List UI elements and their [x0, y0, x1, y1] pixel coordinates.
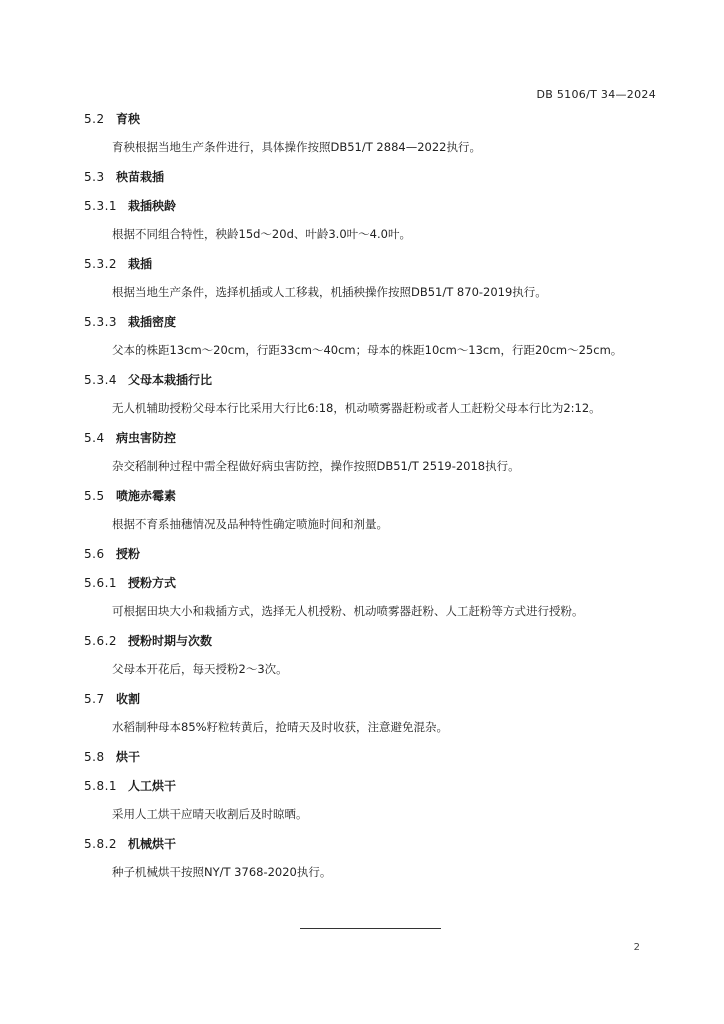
paragraph: 可根据田块大小和栽插方式，选择无人机授粉、机动喷雾器赶粉、人工赶粉等方式进行授粉。: [112, 604, 584, 618]
subsection-heading: 5.3.3 栽插密度: [84, 315, 177, 329]
page-number: 2: [633, 942, 640, 953]
paragraph: 杂交稻制种过程中需全程做好病虫害防控，操作按照DB51/T 2519-2018执行。: [112, 459, 520, 473]
subsection-heading: 5.6.1 授粉方式: [84, 576, 177, 590]
paragraph: 父本的株距13cm～20cm，行距33cm～40cm；母本的株距10cm～13cm，行距20cm～25cm。: [112, 343, 623, 357]
subsection-heading: 5.3.4 父母本栽插行比: [84, 373, 213, 387]
subsection-heading: 5.3.2 栽插: [84, 257, 153, 271]
document-body: [84, 110, 664, 893]
section-heading: 5.2 育秧: [84, 112, 141, 126]
section-heading: 5.5 喷施赤霉素: [84, 489, 177, 503]
paragraph: 采用人工烘干应晴天收割后及时晾晒。: [112, 807, 308, 821]
paragraph: 根据当地生产条件，选择机插或人工移栽，机插秧操作按照DB51/T 870-2019执行。: [112, 285, 547, 299]
section-heading: 5.8 烘干: [84, 750, 141, 764]
subsection-heading: 5.8.2 机械烘干: [84, 837, 177, 851]
section-heading: 5.3 秧苗栽插: [84, 170, 165, 184]
section-heading: 5.6 授粉: [84, 547, 141, 561]
paragraph: 根据不育系抽穗情况及品种特性确定喷施时间和剂量。: [112, 517, 388, 531]
paragraph: 水稻制种母本85%籽粒转黄后，抢晴天及时收获，注意避免混杂。: [112, 720, 449, 734]
paragraph: 无人机辅助授粉父母本行比采用大行比6:18，机动喷雾器赶粉或者人工赶粉父母本行比为2:12。: [112, 401, 601, 415]
paragraph: 种子机械烘干按照NY/T 3768-2020执行。: [112, 865, 332, 879]
paragraph: 父母本开花后，每天授粉2～3次。: [112, 662, 288, 676]
paragraph: 根据不同组合特性，秧龄15d～20d、叶龄3.0叶～4.0叶。: [112, 227, 411, 241]
subsection-heading: 5.3.1 栽插秧龄: [84, 199, 177, 213]
section-heading: 5.7 收割: [84, 692, 141, 706]
footer-rule: [300, 928, 441, 929]
subsection-heading: 5.6.2 授粉时期与次数: [84, 634, 213, 648]
section-heading: 5.4 病虫害防控: [84, 431, 177, 445]
document-code: DB 5106/T 34—2024: [536, 88, 656, 101]
subsection-heading: 5.8.1 人工烘干: [84, 779, 177, 793]
paragraph: 育秧根据当地生产条件进行，具体操作按照DB51/T 2884—2022执行。: [112, 140, 481, 154]
